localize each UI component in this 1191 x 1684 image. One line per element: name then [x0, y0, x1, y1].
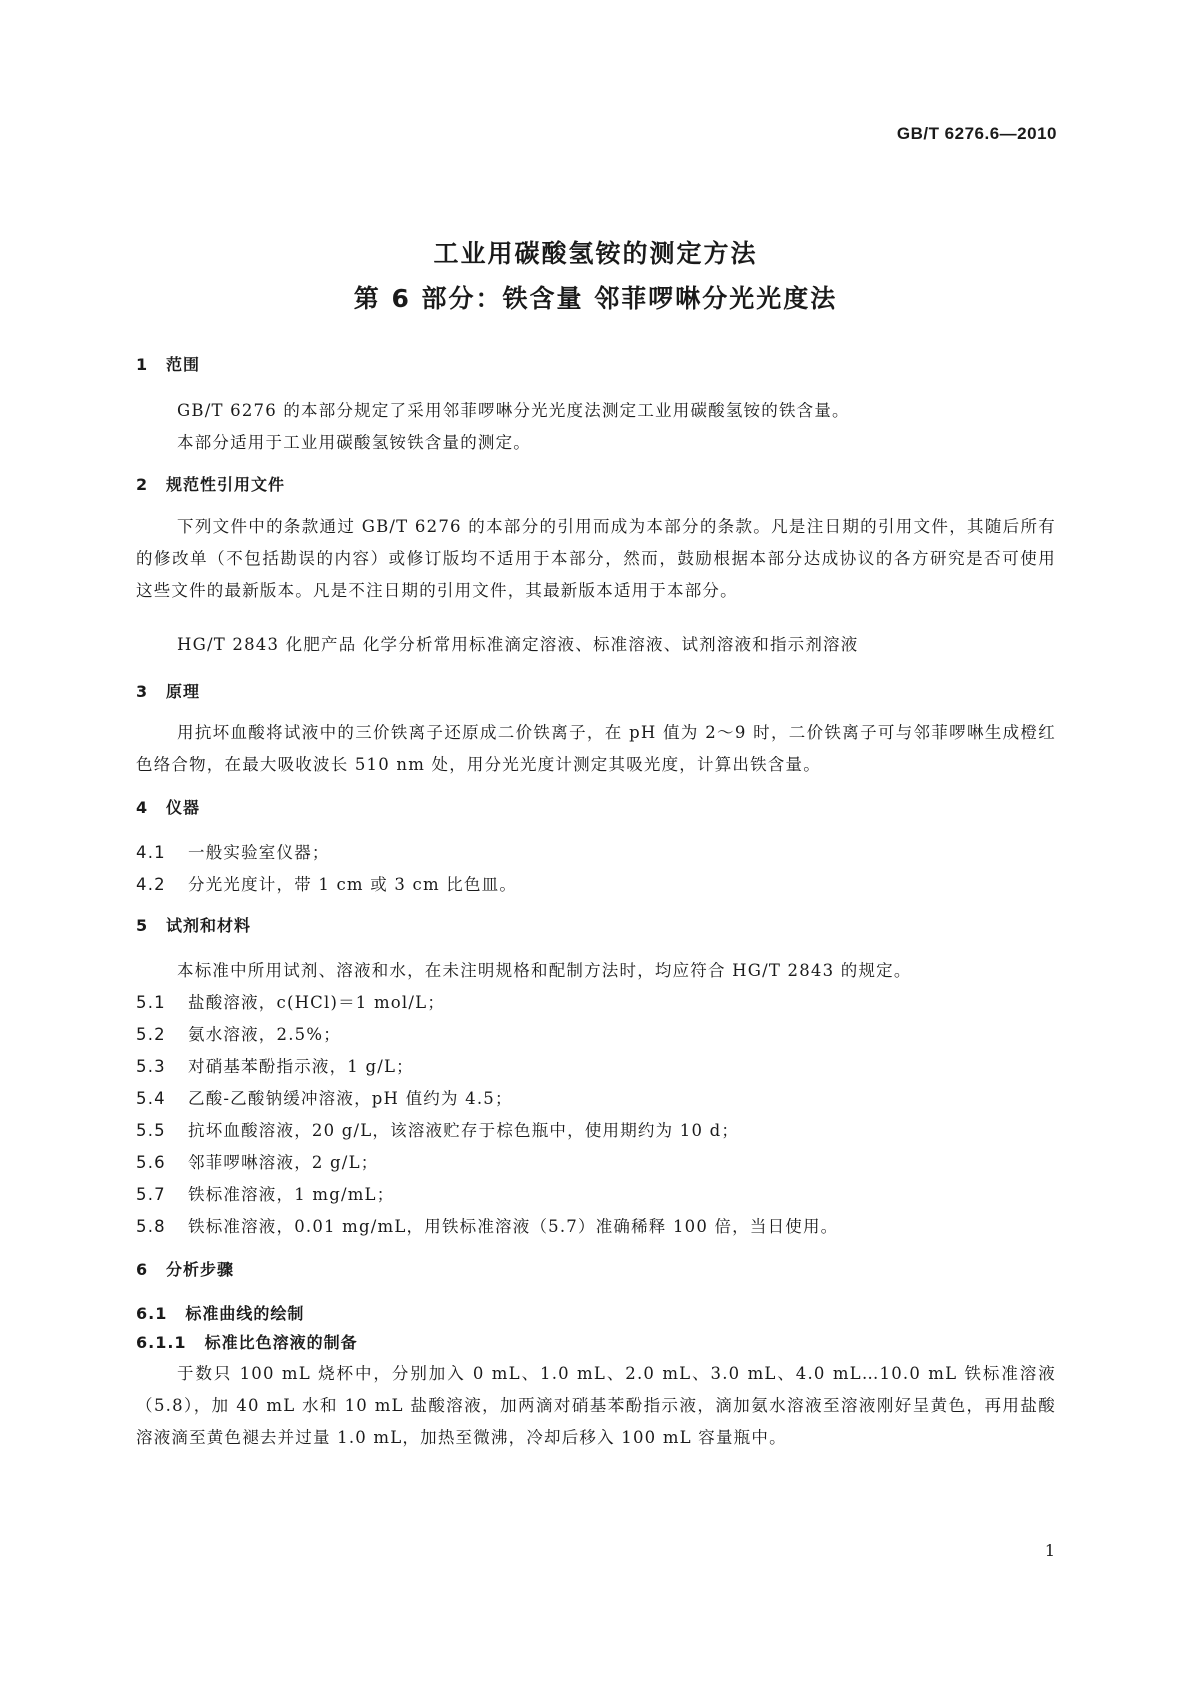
- section-4-heading: [136, 795, 200, 818]
- section-title: 原理: [166, 682, 201, 701]
- section-3-paragraph: 用抗坏血酸将试液中的三价铁离子还原成二价铁离子，在 pH 值为 2～9 时，二价铁离子可与邻菲啰啉生成橙红色络合物，在最大吸收波长 510 nm 处，用分光光度计测定其吸光度，计算出铁含量。: [136, 723, 1056, 774]
- document-subtitle: 第 6 部分：铁含量 邻菲啰啉分光光度法: [353, 284, 838, 313]
- section-5-intro: 本标准中所用试剂、溶液和水，在未注明规格和配制方法时，均应符合 HG/T 2843 的规定。: [177, 961, 912, 980]
- list-item: 4.1 一般实验室仪器；: [136, 843, 330, 862]
- section-2-paragraph: 下列文件中的条款通过 GB/T 6276 的本部分的引用而成为本部分的条款。凡是注日期的引用文件，其随后所有的修改单（不包括勘误的内容）或修订版均不适用于本部分，然而，鼓励根据本部分达成协议的各方研究是否可使用这些文件的最新版本。凡是不注日期的引用文件，其最新版本适用于本部分。: [136, 517, 1056, 600]
- section-title: 分析步骤: [166, 1260, 235, 1279]
- list-item: 5.6 邻菲啰啉溶液，2 g/L；: [136, 1153, 379, 1172]
- document-title: 工业用碳酸氢铵的测定方法: [433, 239, 758, 268]
- list-item: 5.5 抗坏血酸溶液，20 g/L，该溶液贮存于棕色瓶中，使用期约为 10 d；: [136, 1121, 740, 1140]
- section-number: 6: [136, 1260, 149, 1279]
- list-item: 5.4 乙酸-乙酸钠缓冲溶液，pH 值约为 4.5；: [136, 1089, 513, 1108]
- section-5-heading: [136, 913, 251, 936]
- section-title: 仪器: [166, 798, 201, 817]
- section-number: 1: [136, 355, 149, 374]
- subsection-title: 标准比色溶液的制备: [204, 1333, 358, 1352]
- subsection-title: 标准曲线的绘制: [185, 1304, 305, 1323]
- normative-reference: HG/T 2843 化肥产品 化学分析常用标准滴定溶液、标准溶液、试剂溶液和指示剂溶液: [177, 635, 859, 654]
- section-number: 3: [136, 682, 149, 701]
- subsection-6-1-heading: [136, 1301, 304, 1324]
- section-title: 范围: [166, 355, 201, 374]
- section-title: 试剂和材料: [166, 916, 252, 935]
- subsection-number: 6.1: [136, 1304, 168, 1323]
- page-number: 1: [1044, 1541, 1055, 1560]
- section-3-heading: [136, 679, 200, 702]
- section-2-heading: [136, 472, 285, 495]
- subsection-number: 6.1.1: [136, 1333, 187, 1352]
- list-item: 5.7 铁标准溶液，1 mg/mL；: [136, 1185, 395, 1204]
- section-title: 规范性引用文件: [166, 475, 286, 494]
- section-6-paragraph: 于数只 100 mL 烧杯中，分别加入 0 mL、1.0 mL、2.0 mL、3.0 mL、4.0 mL…10.0 mL 铁标准溶液（5.8），加 40 mL 水和 10 mL 盐酸溶液，加两滴对硝基苯酚指示液，滴加氨水溶液至溶液刚好呈黄色，再用盐酸溶液滴至黄色褪去并过量 1.0 mL，加热至微沸，冷却后移入 100 mL 容量瓶中。: [136, 1364, 1056, 1447]
- section-6-heading: [136, 1257, 234, 1280]
- subsection-6-1-1-heading: [136, 1330, 358, 1353]
- section-number: 4: [136, 798, 149, 817]
- section-number: 2: [136, 475, 149, 494]
- list-item: 5.3 对硝基苯酚指示液，1 g/L；: [136, 1057, 414, 1076]
- section-number: 5: [136, 916, 149, 935]
- list-item: 5.1 盐酸溶液，c(HCl)＝1 mol/L；: [136, 993, 446, 1012]
- list-item: 4.2 分光光度计，带 1 cm 或 3 cm 比色皿。: [136, 875, 518, 894]
- list-item: 5.2 氨水溶液，2.5%；: [136, 1025, 341, 1044]
- standard-code: GB/T 6276.6—2010: [896, 124, 1057, 143]
- section-1-heading: [136, 352, 200, 375]
- list-item: 5.8 铁标准溶液，0.01 mg/mL，用铁标准溶液（5.7）准确稀释 100 倍，当日使用。: [136, 1217, 839, 1236]
- section-1-paragraph-1: GB/T 6276 的本部分规定了采用邻菲啰啉分光光度法测定工业用碳酸氢铵的铁含量。: [177, 401, 850, 420]
- section-1-paragraph-2: 本部分适用于工业用碳酸氢铵铁含量的测定。: [177, 433, 531, 452]
